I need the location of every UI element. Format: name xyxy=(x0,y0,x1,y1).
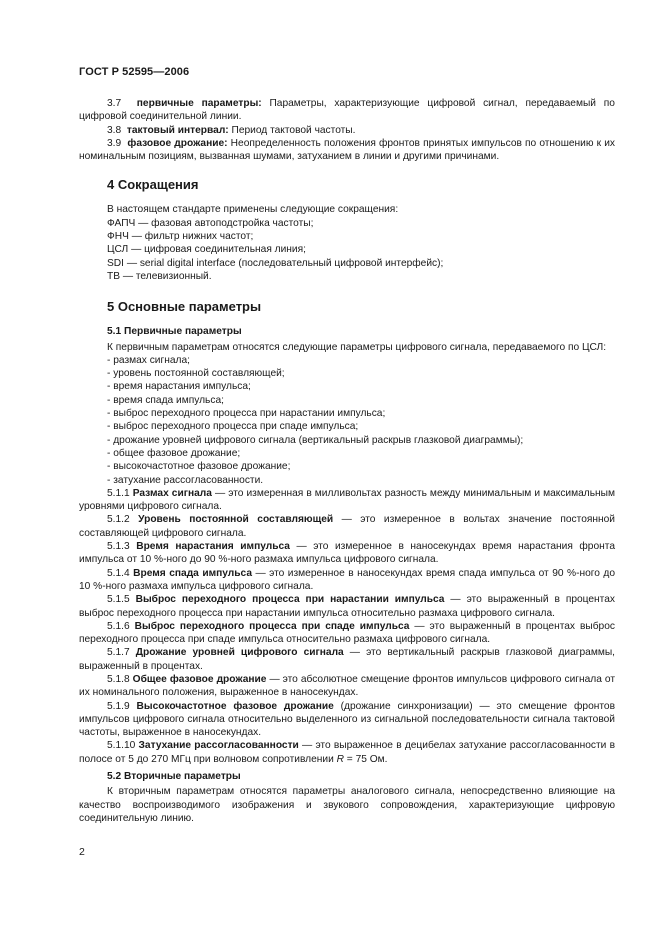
page-number: 2 xyxy=(79,846,85,858)
list-item: - дрожание уровней цифрового сигнала (вертикальный раскрыв глазковой диаграммы); xyxy=(107,434,524,446)
definition-term: первичные параметры: xyxy=(136,98,262,109)
clause-term: Уровень постоянной составляющей xyxy=(138,514,334,526)
clause-5-1-10: 5.1.10 Затухание рассогласованности — это выраженное в децибелах затухание рассогласованности в полосе от 5 до 270 МГц при волновом сопротивлении R = 75 Ом. xyxy=(79,740,615,765)
list-item: - время нарастания импульса; xyxy=(107,381,251,393)
clause-term: Время нарастания импульса xyxy=(136,541,290,553)
abbreviation-item: ЦСЛ — цифровая соединительная линия; xyxy=(107,244,306,256)
list-item: - уровень постоянной составляющей; xyxy=(107,368,285,380)
clause-5-1-8: 5.1.8 Общее фазовое дрожание — это абсолютное смещение фронтов импульсов цифрового сигнала от их номинального положения, выраженное в наносекундах. xyxy=(79,673,615,699)
list-item: - выброс переходного процесса при нарастании импульса; xyxy=(107,408,386,420)
document-header: ГОСТ Р 52595—2006 xyxy=(79,66,190,78)
list-item: - размах сигнала; xyxy=(107,354,190,366)
clause-term: Затухание рассогласованности xyxy=(138,740,299,752)
clause-term: Дрожание уровней цифрового сигнала xyxy=(135,647,344,659)
clause-term: Общее фазовое дрожание xyxy=(132,673,267,685)
clause-term: Время спада импульса xyxy=(133,567,252,579)
clause-term: Размах сигнала xyxy=(132,487,212,499)
clause-5-1-6: 5.1.6 Выброс переходного процесса при спаде импульса — это выраженный в процентах выброс переходного процесса при спаде импульса относительно размаха цифрового сигнала. xyxy=(79,620,615,646)
definition-3-8: 3.8 тактовый интервал: Период тактовой частоты. xyxy=(107,124,356,136)
subsection-5-1-intro: К первичным параметрам относятся следующие параметры цифрового сигнала, передаваемого по ЦСЛ: xyxy=(107,341,607,353)
subsection-5-1-heading: 5.1 Первичные параметры xyxy=(107,326,242,338)
primary-parameters-list xyxy=(79,354,615,487)
list-item: - общее фазовое дрожание; xyxy=(107,447,241,459)
clause-5-1-4: 5.1.4 Время спада импульса — это измеренное в наносекундах время спада импульса от 90 %-ного до 10 %-ного размаха импульса цифрового сигнала. xyxy=(79,567,615,592)
definition-term: тактовый интервал: xyxy=(126,124,229,136)
definition-3-9: 3.9 фазовое дрожание: Неопределенность положения фронтов принятых импульсов по отношению к их номинальным позициям, вызванная шумами, затуханием в линии и другими причинами. xyxy=(79,137,615,163)
clause-5-1-5: 5.1.5 Выброс переходного процесса при нарастании импульса — это выраженный в процентах выброс переходного процесса при нарастании импульса относительно размаха цифрового сигнала. xyxy=(79,594,615,619)
document-body xyxy=(79,97,615,825)
clause-5-1-9: 5.1.9 Высокочастотное фазовое дрожание (дрожание синхронизации) — это смещение фронтов импульсов цифрового сигнала относительно выделенного из сигнальной последовательности сигнала тактовой частоты, выраженное в наносекундах. xyxy=(79,700,615,739)
resistance-variable: R xyxy=(336,753,344,765)
subsection-5-2-heading: 5.2 Вторичные параметры xyxy=(107,771,241,783)
section-4-heading: 4 Сокращения xyxy=(107,177,199,193)
subsection-5-2-text: К вторичным параметрам относятся параметры аналогового сигнала, непосредственно влияющие на качество воспроизводимого изображения и звукового сопровождения, характеризующие цифровую соединительную линию. xyxy=(79,786,615,824)
section-4-intro: В настоящем стандарте применены следующие сокращения: xyxy=(107,204,399,216)
list-item: - высокочастотное фазовое дрожание; xyxy=(107,461,291,473)
abbreviation-item: ФНЧ — фильтр нижних частот; xyxy=(107,231,254,243)
section-5-heading: 5 Основные параметры xyxy=(107,299,262,315)
clause-term: Выброс переходного процесса при спаде импульса xyxy=(134,620,410,632)
clause-5-1-3: 5.1.3 Время нарастания импульса — это измеренное в наносекундах время нарастания фронта импульса от 10 %-ного до 90 %-ного размаха импульса цифрового сигнала. xyxy=(79,541,615,566)
clause-5-1-2: 5.1.2 Уровень постоянной составляющей — это измеренное в вольтах значение постоянной составляющей цифрового сигнала. xyxy=(79,514,615,539)
clause-5-1-1: 5.1.1 Размах сигнала — это измеренная в милливольтах разность между минимальным и максимальным уровнями цифрового сигнала. xyxy=(79,487,615,513)
list-item: - время спада импульса; xyxy=(107,394,224,406)
abbreviation-item: SDI — serial digital interface (последовательный цифровой интерфейс); xyxy=(107,257,444,269)
clause-5-1-7: 5.1.7 Дрожание уровней цифрового сигнала — это вертикальный раскрыв глазковой диаграммы, выраженный в процентах. xyxy=(79,647,615,672)
abbreviation-item: ФАПЧ — фазовая автоподстройка частоты; xyxy=(107,217,314,229)
definition-3-7: 3.7 первичные параметры: Параметры, характеризующие цифровой сигнал, передаваемый по цифровой соединительной линии. xyxy=(79,98,615,123)
abbreviation-item: ТВ — телевизионный. xyxy=(107,270,212,282)
list-item: - выброс переходного процесса при спаде импульса; xyxy=(107,421,359,433)
clause-term: Высокочастотное фазовое дрожание xyxy=(136,700,334,712)
clause-term: Выброс переходного процесса при нарастании импульса xyxy=(135,594,445,606)
list-item: - затухание рассогласованности. xyxy=(107,474,264,486)
definition-term: фазовое дрожание: xyxy=(127,137,228,149)
